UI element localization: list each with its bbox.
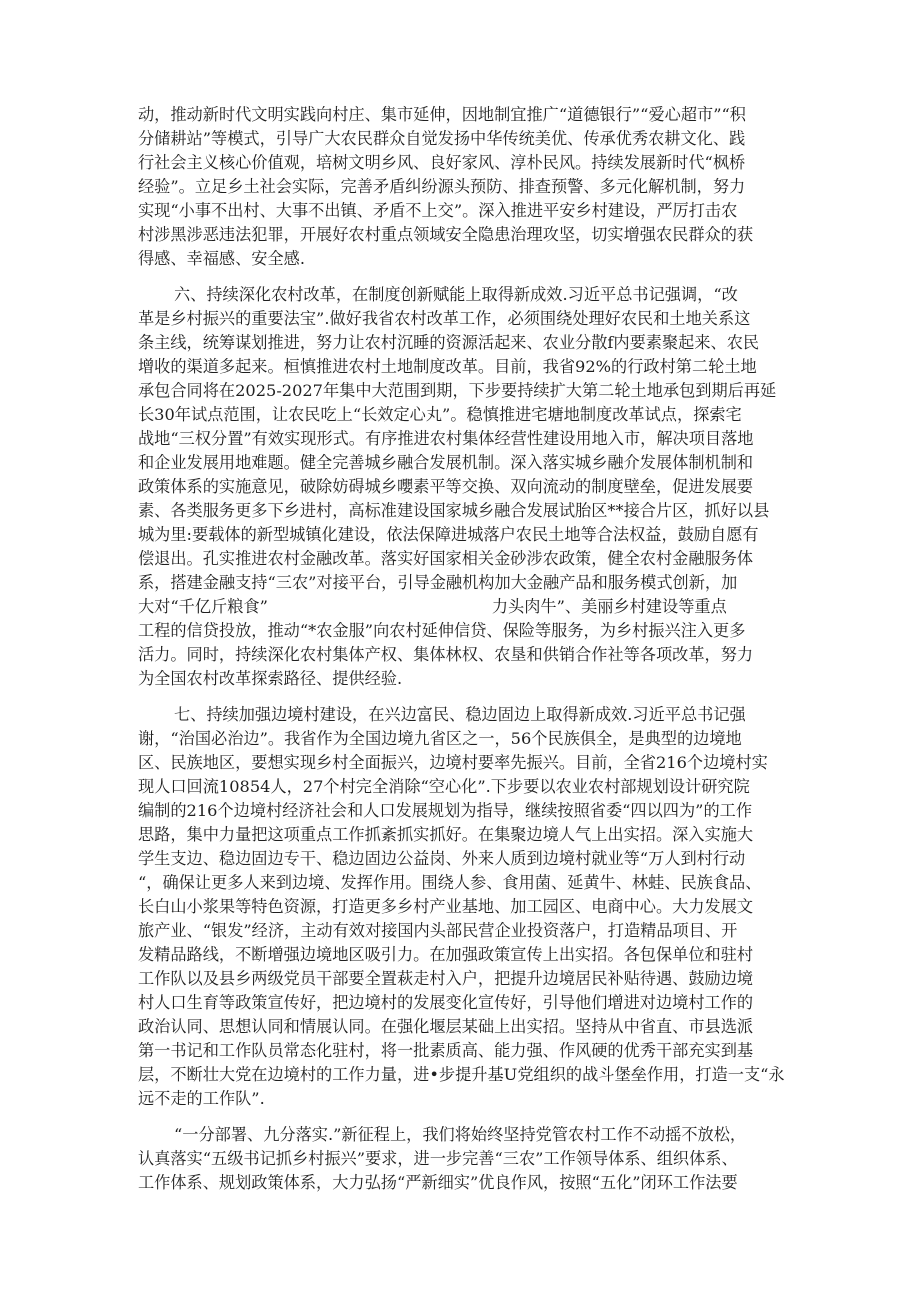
- text-line: 活力。同时，持续深化农村集体产权、集体林权、农垦和供销合作社等各项改革，努力: [138, 645, 754, 664]
- text-line: 和企业发展用地难题。健全完善城乡融合发展机制。深入落实城乡融介发展体制机制和: [138, 453, 754, 472]
- paragraph-border-villages: [138, 703, 790, 1111]
- text-line: 偿退出。孔实推进农村金融改革。落实好国家相关金砂涉农政策，健全农村金融服务体: [138, 549, 754, 568]
- split-text-right: 力头肉牛”、美丽乡村建设等重点: [491, 597, 727, 616]
- text-line-split: [138, 595, 790, 619]
- split-text-left: 大对“千亿斤粮食”: [138, 597, 268, 616]
- text-line: 得感、幸福感、安全感.: [138, 249, 306, 268]
- text-line: 思路，集中力量把这项重点工作抓紊抓实抓好。在集聚边境人气上出实招。深入实施大: [138, 825, 754, 844]
- text-line: 长30年试点范围，让农民吃上“长效定心丸”。稳慎推进宅塘地制度改革试点，探索宅: [138, 405, 742, 424]
- text-line: 工程的信贷投放，推动“*农金服”向农村延伸信贷、保险等服务，为乡村振兴注入更多: [138, 621, 746, 640]
- text-line: 城为里:要载体的新型城镇化建设，依法保障进城落户农民土地等合法权益，鼓励自愿有: [138, 525, 759, 544]
- text-line: 工作队以及县乡两级党员干部要全置萩走村入户，把提升边境居民补贴待遇、鼓励边境: [138, 969, 754, 988]
- text-line: 旅产业、“银发”经济，主动有效对接国内头部民营企业投资落户，打造精品项目、开: [138, 921, 738, 940]
- paragraph-rural-civilization: [138, 103, 790, 271]
- text-line: “，确保让更多人来到边境、发挥作用。围绕人参、食用菌、延黄牛、林蛙、民族食品、: [138, 873, 762, 892]
- section-heading-line: 六、持续深化农村改革，在制度创新赋能上取得新成效.习近平总书记强调，“改: [174, 285, 738, 304]
- text-line: 动，推动新时代文明实践向村庄、集市延伸，因地制宜推广“道德银行”“爱心超市”“积: [138, 105, 746, 124]
- document-body: [138, 103, 790, 1207]
- text-line: 政治认同、思想认同和情展认同。在强化堰层某础上出实招。坚持从中省直、市县选派: [138, 1017, 754, 1036]
- text-line: 增收的渠道多起来。桓慎推进农村土地制度改革。目前，我省92%的行政村第二轮土地: [138, 357, 757, 376]
- text-line: 远不走的工作队”.: [138, 1089, 265, 1108]
- text-line: 实现“小事不出村、大事不出镇、矛盾不上交”。深入推进平安乡村建设，严厉打击农: [138, 201, 738, 220]
- text-line: 村涉黑涉恶违法犯罪，开展好农村重点领域安全隐患治理攻坚，切实增强农民群众的获: [138, 225, 754, 244]
- text-line: 层，不断壮大党在边境村的工作力量，进•步提升基U党组织的战斗堡垒作用，打造一支“永: [138, 1065, 785, 1084]
- text-line: 认真落实“五级书记抓乡村振兴”要求，进一步完善“三农”工作领导体系、组织体系、: [138, 1149, 738, 1168]
- text-line: 长白山小浆果等特色资源，打造更多乡村产业基地、加工园区、电商中心。大力发展文: [138, 897, 754, 916]
- text-line: 战地“三权分置”有效实现形式。有序推进农村集体经营性建设用地入市，解决项目落地: [138, 429, 754, 448]
- text-line: 区、民族地区，要想实现乡村全面振兴，边境村要率先振兴。目前，全省216个边境村实: [138, 753, 768, 772]
- text-line: 条主线，统筹谋划推进，努力让农村沉睡的资源活起来、农业分散f内要素聚起来、农民: [138, 333, 760, 352]
- text-line: 政策体系的实施意见，破除妨碍城乡嚶素平等交换、双向流动的制度壁垒，促进发展要: [138, 477, 754, 496]
- text-line: 革是乡村振兴的重要法宝”.做好我省农村改革工作，必须围绕处理好农民和土地关系这: [138, 309, 751, 328]
- text-line: 系，搭建金融支持“三农”对接平台，引导金融机构加大金融产品和服务模式创新，加: [138, 573, 738, 592]
- text-line: 谢，“治国必治边”。我省作为全国边境九省区之一，56个民族俱全，是典型的边境地: [138, 729, 742, 748]
- text-line: 第一书记和工作队员常态化驻村，将一批素质高、能力强、作风硬的优秀干部充实到基: [138, 1041, 754, 1060]
- text-line: 承包合同将在2025-2027年集中大范围到期，下步要持续扩大第二轮土地承包到期后再延: [138, 381, 777, 400]
- paragraph-rural-reform: [138, 283, 790, 691]
- text-line: 工作体系、规划政策体系，大力弘扬“严新细实”优良作风，按照“五化”闭环工作法要: [138, 1173, 738, 1192]
- text-line: 现人口回流10854人，27个村完全消除“空心化”.下步要以农业农村部规划设计研究院: [138, 777, 750, 796]
- text-line: 村人口生育等政策宣传好，把边境村的发展变化宣传好，引导他们增进对边境村工作的: [138, 993, 754, 1012]
- text-line: 素、各类服务更多下乡进村，高标准建设国家城乡融合发展试胎区**接合片区，抓好以县: [138, 501, 770, 520]
- text-line: “一分部署、九分落实.”新征程上，我们将始终坚持党管农村工作不动摇不放松，: [174, 1125, 747, 1144]
- text-line: 编制的216个边境村经济社会和人口发展规划为指导，继续按照省委“四以四为”的工作: [138, 801, 753, 820]
- text-line: 学生支边、稳边固边专干、稳边固边公益岗、外来人质到边境村就业等“万人到村行动: [138, 849, 746, 868]
- text-line: 经验”。立足乡土社会实际，完善矛盾纠纷源头预防、排查预警、多元化解机制，努力: [138, 177, 746, 196]
- text-line: 行社会主义核心价值观，培树文明乡风、良好家风、淳朴民风。持续发展新时代“枫桥: [138, 153, 746, 172]
- text-line: 为全国农村改革探索路径、提供经验.: [138, 669, 403, 688]
- text-line: 发精品路线，不断增强边境地区吸引力。在加强政策宣传上出实招。各包保单位和驻村: [138, 945, 754, 964]
- section-heading-line: 七、持续加强边境村建设，在兴边富民、稳边固边上取得新成效.习近平总书记强: [174, 705, 746, 724]
- paragraph-implementation: [138, 1123, 790, 1195]
- text-line: 分储耕站”等模式，引导广大农民群众自觉发扬中华传统美优、传承优秀农耕文化、践: [138, 129, 746, 148]
